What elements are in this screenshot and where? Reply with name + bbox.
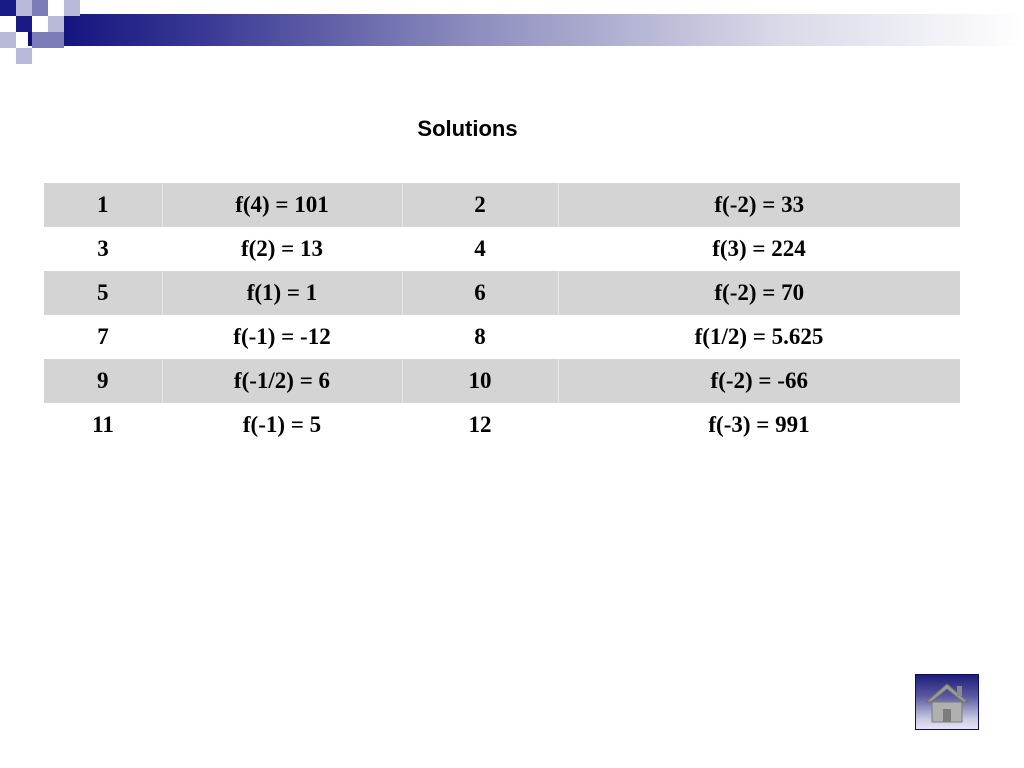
table-row <box>44 315 960 359</box>
problem-number: 7 <box>44 315 162 359</box>
problem-number: 1 <box>44 183 162 227</box>
table-row <box>44 359 960 403</box>
table-row <box>44 271 960 315</box>
problem-number: 10 <box>402 359 558 403</box>
problem-number: 12 <box>402 403 558 447</box>
banner-square <box>64 0 80 16</box>
banner-square <box>16 16 32 32</box>
banner-square <box>48 32 64 48</box>
banner-square <box>0 0 16 16</box>
solution-cell: f(-2) = 33 <box>558 183 960 227</box>
table-row <box>44 183 960 227</box>
solution-cell: f(2) = 13 <box>162 227 402 271</box>
solution-cell: f(-1) = -12 <box>162 315 402 359</box>
solution-cell: f(1/2) = 5.625 <box>558 315 960 359</box>
solution-cell: f(-3) = 991 <box>558 403 960 447</box>
banner-square <box>32 16 48 32</box>
banner-square <box>32 32 48 48</box>
solution-cell: f(-2) = -66 <box>558 359 960 403</box>
problem-number: 9 <box>44 359 162 403</box>
problem-number: 6 <box>402 271 558 315</box>
problem-number: 4 <box>402 227 558 271</box>
banner-square <box>32 0 48 16</box>
banner-square <box>16 48 32 64</box>
problem-number: 3 <box>44 227 162 271</box>
slide-title: Solutions <box>417 116 518 141</box>
solution-cell: f(-2) = 70 <box>558 271 960 315</box>
problem-number: 8 <box>402 315 558 359</box>
banner-square <box>48 16 64 32</box>
table-row <box>44 227 960 271</box>
problem-number: 11 <box>44 403 162 447</box>
home-button[interactable] <box>915 674 979 730</box>
problem-number: 5 <box>44 271 162 315</box>
banner-square <box>48 0 64 16</box>
solution-cell: f(-1) = 5 <box>162 403 402 447</box>
banner-square <box>16 0 32 16</box>
solutions-table <box>44 183 960 447</box>
banner-gradient-bar <box>28 14 1024 46</box>
problem-number: 2 <box>402 183 558 227</box>
solution-cell: f(3) = 224 <box>558 227 960 271</box>
table-row <box>44 403 960 447</box>
solution-cell: f(-1/2) = 6 <box>162 359 402 403</box>
banner-square <box>0 32 16 48</box>
solution-cell: f(4) = 101 <box>162 183 402 227</box>
home-icon <box>923 680 971 724</box>
solution-cell: f(1) = 1 <box>162 271 402 315</box>
